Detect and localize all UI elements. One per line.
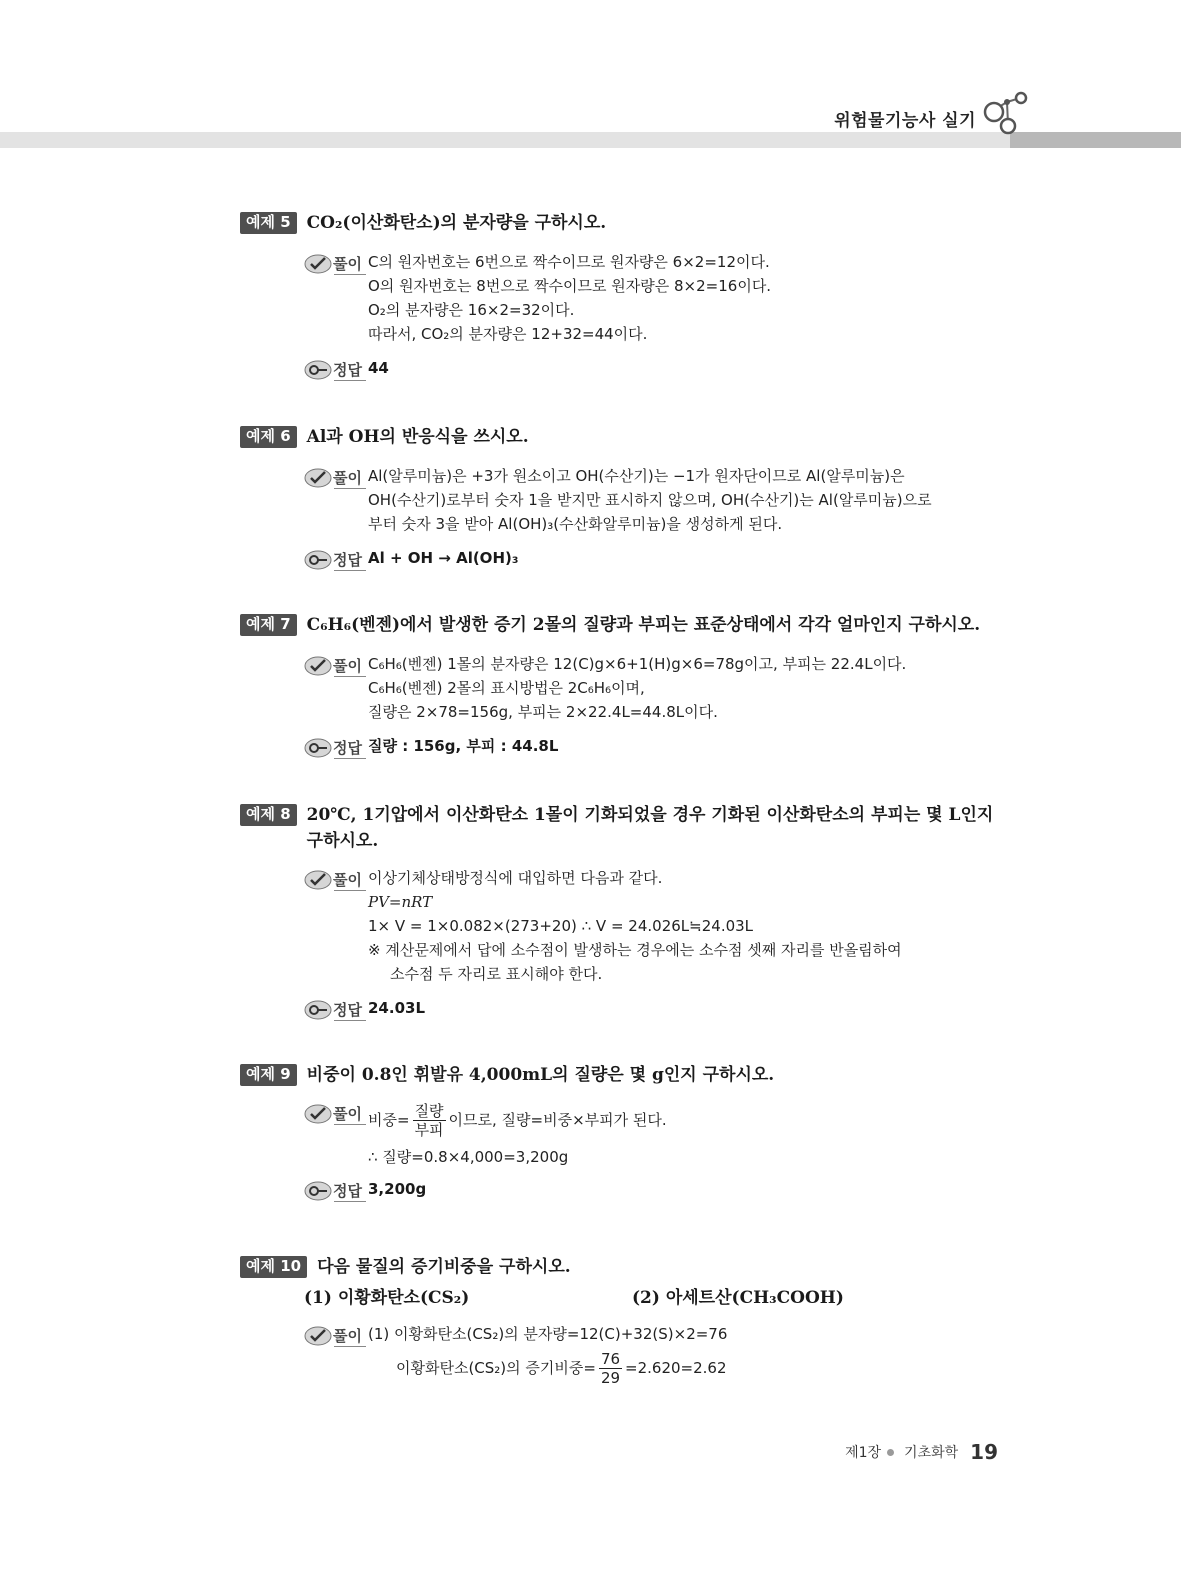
- answer-tag: 정답: [304, 358, 368, 380]
- pencil-icon: [304, 1324, 332, 1346]
- question: 다음 물질의 증기비중을 구하시오.: [317, 1257, 571, 1277]
- bullet-dot: [887, 1449, 894, 1456]
- key-icon: [304, 358, 332, 380]
- key-icon: [304, 548, 332, 570]
- molecule-icon: [982, 90, 1032, 138]
- fraction: $\frac{\text{질량}}{\text{부피}}$: [414, 1102, 444, 1139]
- solution-tag: 풀이: [304, 466, 368, 488]
- key-icon: [304, 736, 332, 758]
- example-badge: 예제 7: [240, 614, 297, 636]
- example-10: 예제 10 다음 물질의 증기비중을 구하시오. (1) 이황화탄소(CS₂) (2) 아세트산(CH₃COOH) 풀이 (1) 이황화탄소(CS₂)의 분자량=12(C)+32(S)×2=76 이황화탄소(CS₂)의 증기비중= $\frac{76}{29}$ =2.620=2.62: [240, 1254, 1000, 1387]
- question: C₆H₆(벤젠)에서 발생한 증기 2몰의 질량과 부피는 표준상태에서 각각 얼마인지 구하시오.: [306, 615, 981, 635]
- key-icon: [304, 1179, 332, 1201]
- answer-tag: 정답: [304, 736, 368, 758]
- pencil-icon: [304, 654, 332, 676]
- answer: Al + OH → Al(OH)₃: [368, 549, 519, 567]
- example-6: 예제 6 Al과 OH의 반응식을 쓰시오. 풀이 Al(알루미늄)은 +3가 원소이고 OH(수산기)는 −1가 원자단이므로 Al(알루미늄)은 OH(수산기)로부터 숫자 1을 받지만 표시하지 않으며, OH(수산기)는 Al(알루미늄)으로 부터 숫자 3을 받아 Al(OH)₃(수산화알루미늄)을 생성하게 된다. 정답 Al + OH → Al(OH)₃: [240, 424, 1000, 570]
- example-7: 예제 7 C₆H₆(벤젠)에서 발생한 증기 2몰의 질량과 부피는 표준상태에서 각각 얼마인지 구하시오. 풀이 C₆H₆(벤젠) 1몰의 분자량은 12(C)g×6+1(H)g×6=78g이고, 부피는 22.4L이다. C₆H₆(벤젠) 2몰의 표시방법은 2C₆H₆이며, 질량은 2×78=156g, 부피는 2×22.4L=44.8L이다. 정답 질량 : 156g, 부피 : 44.8L: [240, 612, 1000, 758]
- example-badge: 예제 10: [240, 1256, 307, 1278]
- sub-question-2: (2) 아세트산(CH₃COOH): [632, 1288, 844, 1308]
- example-badge: 예제 6: [240, 426, 297, 448]
- answer-tag: 정답: [304, 998, 368, 1020]
- answer-tag: 정답: [304, 548, 368, 570]
- sub-question-1: (1) 이황화탄소(CS₂): [304, 1288, 470, 1308]
- solution-tag: 풀이: [304, 1102, 368, 1124]
- question: CO₂(이산화탄소)의 분자량을 구하시오.: [306, 213, 607, 233]
- page-footer: [845, 1440, 998, 1464]
- pencil-icon: [304, 466, 332, 488]
- question: Al과 OH의 반응식을 쓰시오.: [306, 427, 529, 447]
- page-number: 19: [970, 1440, 998, 1464]
- section-label: 기초화학: [904, 1445, 959, 1461]
- answer: 3,200g: [368, 1180, 427, 1198]
- example-8: 예제 8 20℃, 1기압에서 이산화탄소 1몰이 기화되었을 경우 기화된 이산화탄소의 부피는 몇 L인지 구하시오. 풀이 이상기체상태방정식에 대입하면 다음과 같다. PV=nRT 1× V = 1×0.082×(273+20) ∴ V = 24.026L≒24.03L ※ 계산문제에서 답에 소수점이 발생하는 경우에는 소수점 셋째 자리를 반올림하여 소수점 두 자리로 표시해야 한다. 정답 24.03L: [240, 802, 1000, 1020]
- example-9: 예제 9 비중이 0.8인 휘발유 4,000mL의 질량은 몇 g인지 구하시오. 풀이 비중= $\frac{\text{질량}}{\text{부피}}$ 이므로, 질량=비중×부피가 된다. ∴ 질량=0.8×4,000=3,200g 정답 3,200g: [240, 1062, 1000, 1201]
- pencil-icon: [304, 1102, 332, 1124]
- key-icon: [304, 998, 332, 1020]
- question: 20℃, 1기압에서 이산화탄소 1몰이 기화되었을 경우 기화된 이산화탄소의 부피는 몇 L인지 구하시오.: [306, 805, 994, 851]
- header-title: 위험물기능사 실기: [834, 111, 976, 131]
- pencil-icon: [304, 252, 332, 274]
- solution-tag: 풀이: [304, 868, 368, 890]
- answer-tag: 정답: [304, 1179, 368, 1201]
- solution-tag: 풀이: [304, 1324, 368, 1346]
- solution-tag: 풀이: [304, 654, 368, 676]
- fraction: $\frac{76}{29}$: [600, 1350, 621, 1387]
- question: 비중이 0.8인 휘발유 4,000mL의 질량은 몇 g인지 구하시오.: [306, 1065, 775, 1085]
- solution-tag: 풀이: [304, 252, 368, 274]
- header-band-accent: [1010, 132, 1181, 148]
- answer: 44: [368, 359, 389, 377]
- example-badge: 예제 9: [240, 1064, 297, 1086]
- example-badge: 예제 5: [240, 212, 297, 234]
- example-5: 예제 5 CO₂(이산화탄소)의 분자량을 구하시오. 풀이 C의 원자번호는 6번으로 짝수이므로 원자량은 6×2=12이다. O의 원자번호는 8번으로 짝수이므로 원자량은 8×2=16이다. O₂의 분자량은 16×2=32이다. 따라서, CO₂의 분자량은 12+32=44이다. 정답 44: [240, 210, 1000, 380]
- pencil-icon: [304, 868, 332, 890]
- answer: 질량 : 156g, 부피 : 44.8L: [368, 737, 559, 755]
- answer: 24.03L: [368, 999, 426, 1017]
- example-badge: 예제 8: [240, 804, 297, 826]
- chapter-label: 제1장: [845, 1445, 882, 1461]
